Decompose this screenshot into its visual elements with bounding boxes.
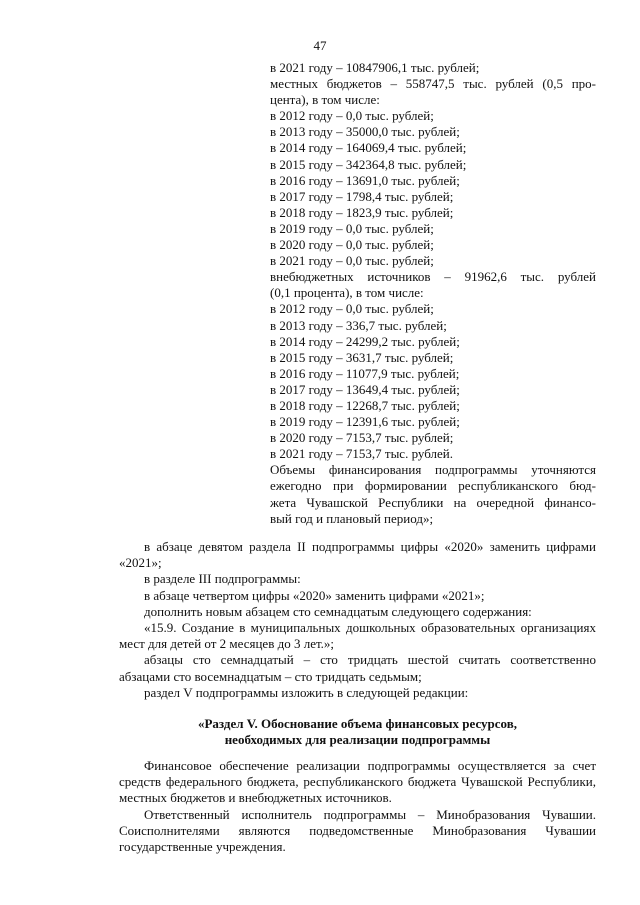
column-line: в 2017 году – 1798,4 тыс. рублей; <box>270 188 454 204</box>
column-line: в 2021 году – 10847906,1 тыс. рублей; <box>270 60 480 75</box>
funding-column <box>270 60 596 527</box>
paragraph: дополнить новым абзацем сто семнадцатым следующего содержания: <box>144 603 532 619</box>
column-line: в 2013 году – 336,7 тыс. рублей; <box>270 317 447 333</box>
column-line: цента), в том числе: <box>270 92 380 108</box>
column-line: в 2021 году – 7153,7 тыс. рублей. <box>270 446 453 462</box>
paragraph: абзацы сто семнадцатый – сто тридцать шестой считать соответственно абзацами сто восемнадцатым – сто тридцать седьмым; <box>119 652 596 684</box>
page-number: 47 <box>313 38 327 53</box>
column-line: в 2016 году – 11077,9 тыс. рублей; <box>270 365 460 381</box>
paragraph: раздел V подпрограммы изложить в следующей редакции: <box>144 684 469 700</box>
column-line: в 2016 году – 13691,0 тыс. рублей; <box>270 172 460 188</box>
column-line: в 2019 году – 0,0 тыс. рублей; <box>270 220 434 236</box>
paragraph: Ответственный исполнитель подпрограммы – Минобразования Чувашии. Соисполнителями являются подведомственные Минобразования Чувашии государственные учреждения. <box>119 806 596 855</box>
column-line: в 2020 году – 7153,7 тыс. рублей; <box>270 430 454 446</box>
heading-line: необходимых для реализации подпрограммы <box>224 732 491 748</box>
column-line: в 2017 году – 13649,4 тыс. рублей; <box>270 381 460 397</box>
section-heading <box>119 716 596 748</box>
paragraph: «15.9. Создание в муниципальных дошкольных образовательных организациях мест для детей от 2 месяцев до 3 лет.»; <box>119 620 596 652</box>
column-line: в 2018 году – 12268,7 тыс. рублей; <box>270 397 460 413</box>
column-line: в 2018 году – 1823,9 тыс. рублей; <box>270 204 454 220</box>
column-line: Объемы финансирования подпрограммы уточняются <box>270 462 596 478</box>
paragraph: в разделе III подпрограммы: <box>144 571 301 587</box>
paragraph: в абзаце девятом раздела II подпрограммы цифры «2020» заменить цифрами «2021»; <box>119 539 596 571</box>
paragraph: в абзаце четвертом цифры «2020» заменить цифрами «2021»; <box>144 587 485 603</box>
paragraph: Финансовое обеспечение реализации подпрограммы осуществляется за счет средств федерального бюджета, республиканского бюджета Чувашской Республики, местных бюджетов и внебюджетных источников. <box>119 758 596 806</box>
column-line: в 2013 году – 35000,0 тыс. рублей; <box>270 124 460 140</box>
column-line: в 2015 году – 3631,7 тыс. рублей; <box>270 349 454 365</box>
column-line: в 2012 году – 0,0 тыс. рублей; <box>270 301 434 317</box>
document-body <box>119 539 596 855</box>
column-line: в 2019 году – 12391,6 тыс. рублей; <box>270 414 460 430</box>
column-line: (0,1 процента), в том числе: <box>270 285 424 301</box>
column-line: в 2020 году – 0,0 тыс. рублей; <box>270 237 434 253</box>
column-line: внебюджетных источников – 91962,6 тыс. рублей <box>270 269 596 285</box>
column-line: жета Чувашской Республики на очередной финансо- <box>270 494 596 510</box>
column-line: в 2014 году – 164069,4 тыс. рублей; <box>270 140 467 156</box>
column-line: вый год и плановый период»; <box>270 510 434 526</box>
column-line: местных бюджетов – 558747,5 тыс. рублей (0,5 про- <box>270 76 596 92</box>
column-line: ежегодно при формировании республиканского бюд- <box>270 478 596 494</box>
column-line: в 2012 году – 0,0 тыс. рублей; <box>270 108 434 124</box>
heading-line: «Раздел V. Обоснование объема финансовых ресурсов, <box>197 716 517 732</box>
column-line: в 2015 году – 342364,8 тыс. рублей; <box>270 156 467 172</box>
column-line: в 2021 году – 0,0 тыс. рублей; <box>270 253 434 269</box>
column-line: в 2014 году – 24299,2 тыс. рублей; <box>270 333 460 349</box>
